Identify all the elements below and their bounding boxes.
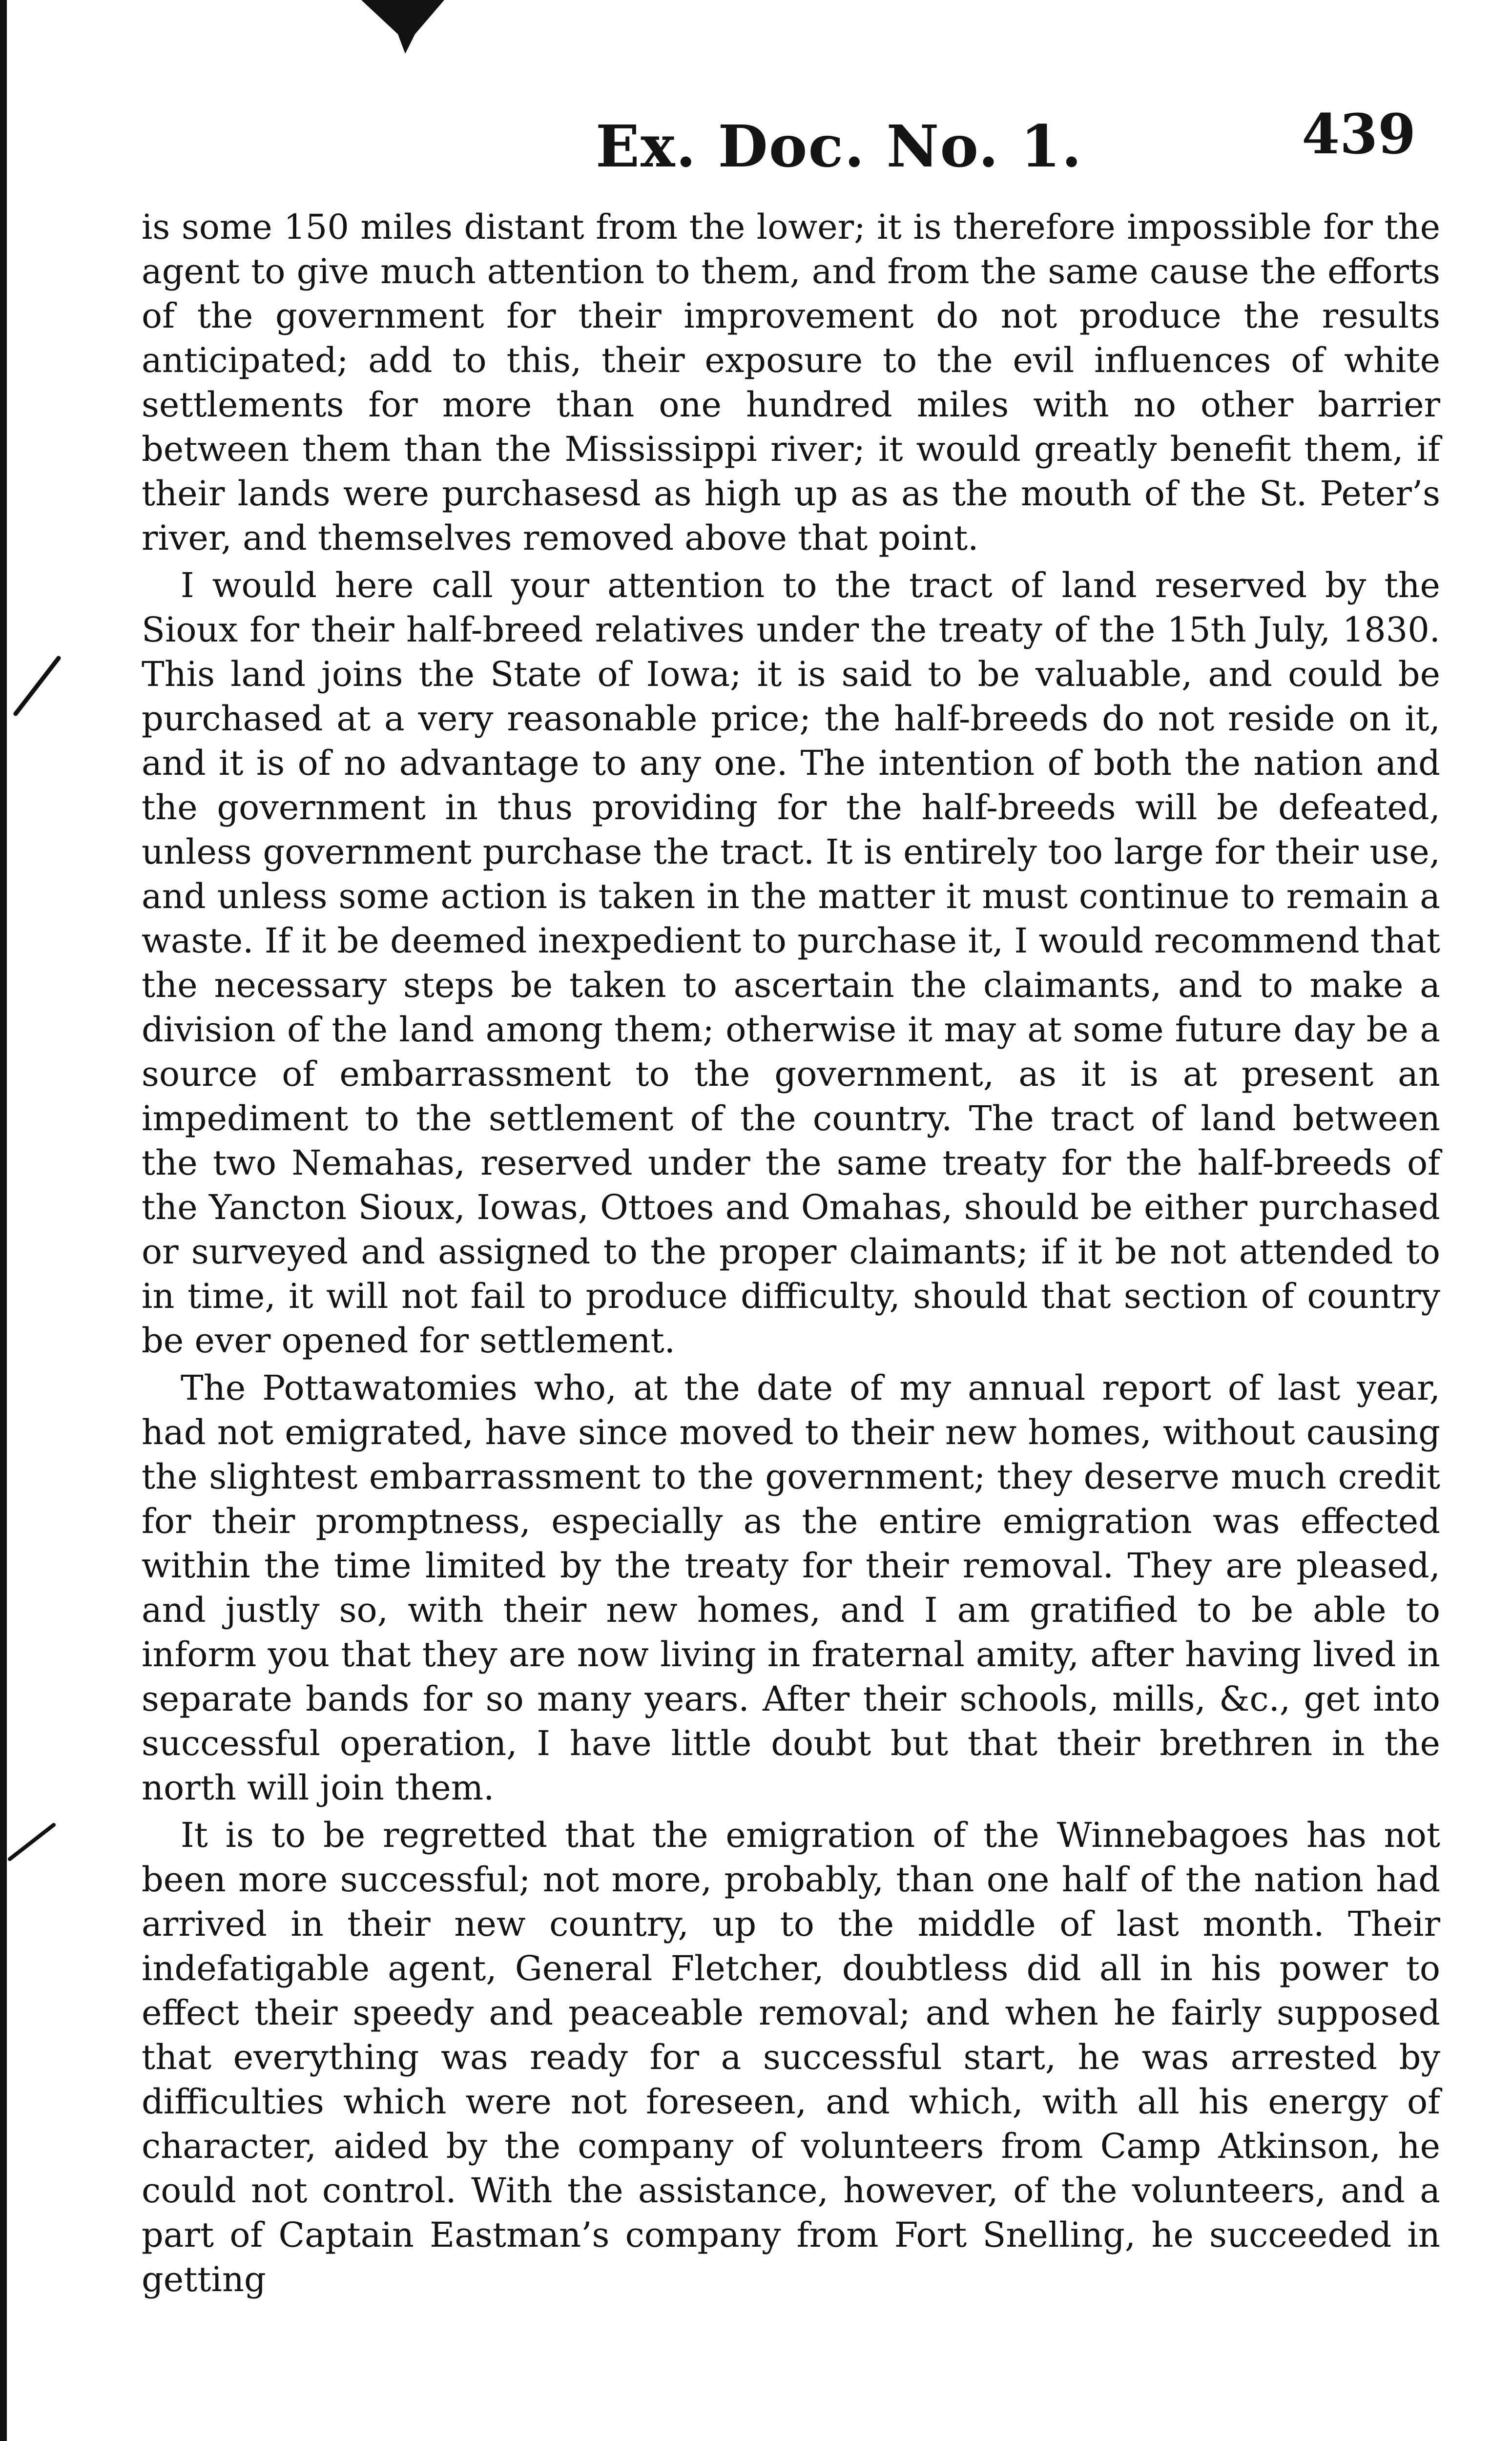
paragraph-pottawatomies: The Pottawatomies who, at the date of my annual report of last year, had not emigrated, have since moved to their new homes, without causing the slightest embarrassment to the government; they deserve much credit for their promptness, especially as the entire emigration was effected within the time limited by the treaty for their removal. They are pleased, and justly so, with their new homes, and I am gratified to be able to inform you that they are now living in fraternal amity, after having lived in separate bands for so many years. After their schools, mills, &c., get into successful operation, I have little doubt but that their brethren in the north will join them.: [142, 1368, 1440, 1808]
page-header: [142, 98, 1435, 195]
margin-tick-mark-lower: [5, 1821, 59, 1865]
scan-corner-mark: [361, 0, 444, 54]
body-text: [142, 205, 1440, 2302]
scan-edge-shadow: [0, 0, 7, 2441]
running-title: Ex. Doc. No. 1.: [596, 112, 1083, 180]
page-number: 439: [1302, 103, 1416, 166]
margin-tick-mark-upper: [10, 654, 63, 718]
paragraph-winnebagoes: It is to be regretted that the emigration of the Winnebagoes has not been more successful; not more, probably, than one half of the nation had arrived in their new country, up to the middle of last month. Their indefatigable agent, General Fletcher, doubtless did all in his power to effect their speedy and peaceable removal; and when he fairly supposed that everything was ready for a successful start, he was arrested by difficulties which were not foreseen, and which, with all his energy of character, aided by the company of volunteers from Camp Atkinson, he could not control. With the assistance, however, of the volunteers, and a part of Captain Eastman’s company from Fort Snelling, he succeeded in getting: [142, 1815, 1440, 2299]
paragraph-sioux-half-breed-lands: I would here call your attention to the tract of land reserved by the Sioux for their half-breed relatives under the treaty of the 15th July, 1830. This land joins the State of Iowa; it is said to be valuable, and could be purchased at a very reasonable price; the half-breeds do not reside on it, and it is of no advantage to any one. The intention of both the nation and the government in thus providing for the half-breeds will be defeated, unless government purchase the tract. It is entirely too large for their use, and unless some action is taken in the matter it must continue to remain a waste. If it be deemed inexpedient to purchase it, I would recommend that the necessary steps be taken to ascertain the claimants, and to make a division of the land among them; otherwise it may at some future day be a source of embarrassment to the government, as it is at present an impediment to the settlement of the country. The tract of land between the two Nemahas, reserved under the same treaty for the half-breeds of the Yancton Sioux, Iowas, Ottoes and Omahas, should be either purchased or surveyed and assigned to the proper claimants; if it be not attended to in time, it will not fail to produce difficulty, should that section of country be ever opened for settlement.: [142, 565, 1440, 1361]
paragraph-continued: is some 150 miles distant from the lower; it is therefore impossible for the agent to give much attention to them, and from the same cause the efforts of the government for their improvement do not produce the results anticipated; add to this, their exposure to the evil influences of white settlements for more than one hundred miles with no other barrier between them than the Mississippi river; it would greatly benefit them, if their lands were purchasesd as high up as as the mouth of the St. Peter’s river, and themselves removed above that point.: [142, 207, 1440, 558]
